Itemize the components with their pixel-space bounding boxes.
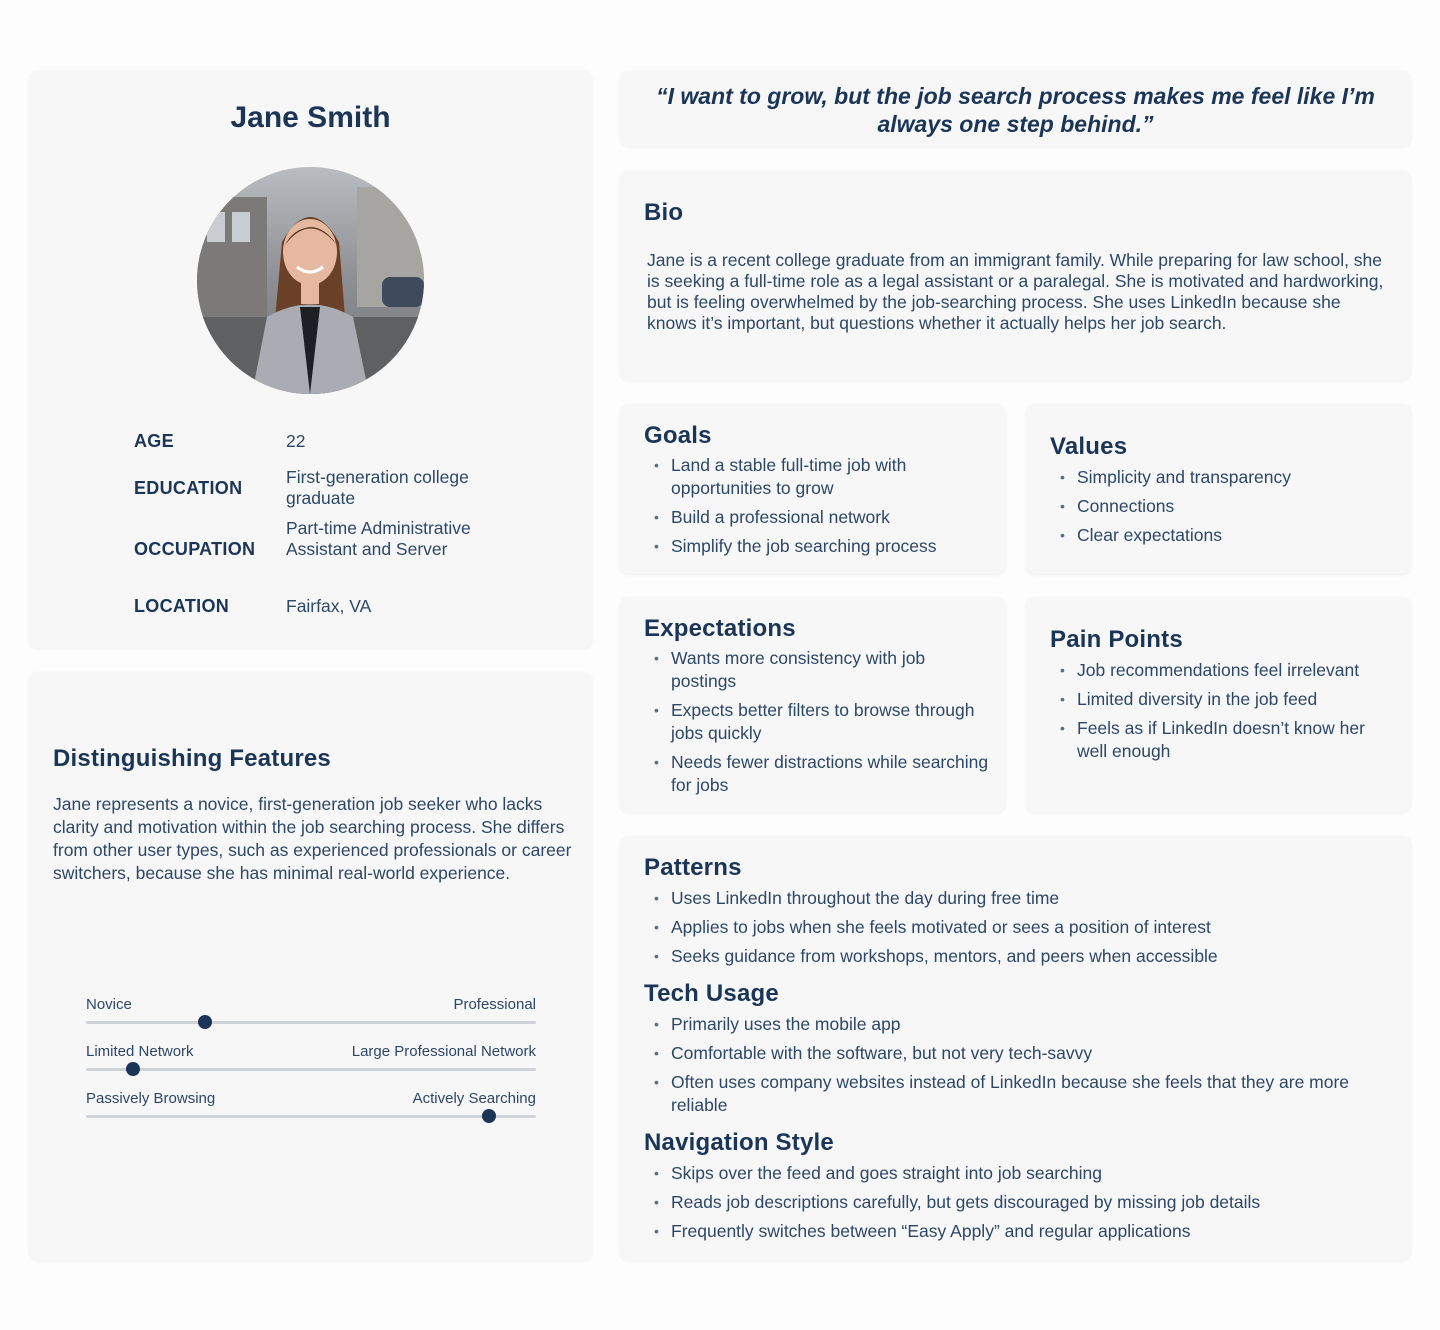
list-item: • Simplify the job searching process (644, 535, 989, 558)
quote-card (620, 71, 1411, 146)
values-card (1026, 404, 1411, 574)
slider-network-max-label: Large Professional Network (351, 1043, 536, 1060)
bio-text: Jane is a recent college graduate from an immigrant family. While preparing for law school, she is seeking a full-time role as a legal assistant or a paralegal. She is motivated and hardworking, but is feeling overwhelmed by the job-searching process. She uses LinkedIn because she knows it’s important, but questions whether it actually helps her job search. (647, 250, 1384, 333)
list-item: • Comfortable with the software, but not very tech-savvy (644, 1042, 1374, 1065)
list-item: • Clear expectations (1050, 524, 1395, 547)
slider-track (86, 1115, 536, 1118)
list-item: • Wants more consistency with job postings (644, 647, 989, 693)
list-item: • Primarily uses the mobile app (644, 1013, 1374, 1036)
bio-card (620, 171, 1411, 380)
pain-points-title: Pain Points (1050, 626, 1183, 653)
location-label: LOCATION (134, 596, 230, 616)
slider-track (86, 1068, 536, 1071)
patterns-title: Patterns (644, 854, 742, 881)
tech-usage-section (644, 980, 1374, 1123)
list-item: • Expects better filters to browse through jobs quickly (644, 699, 989, 745)
slider-experience-min-label: Novice (86, 996, 132, 1013)
list-item: • Connections (1050, 495, 1395, 518)
location-value: Fairfax, VA (286, 596, 372, 616)
goals-title: Goals (644, 422, 712, 449)
distinguishing-features-title: Distinguishing Features (53, 745, 331, 772)
list-item: • Land a stable full-time job with opportunities to grow (644, 454, 989, 500)
slider-search-max-label: Actively Searching (412, 1090, 536, 1107)
slider-knob (126, 1062, 140, 1076)
patterns-section (644, 854, 1374, 974)
navigation-style-section (644, 1129, 1374, 1249)
patterns-list (644, 887, 1374, 968)
education-label: EDUCATION (134, 478, 243, 498)
list-item: • Seeks guidance from workshops, mentors, and peers when accessible (644, 945, 1374, 968)
occupation-value: Part-time Administrative Assistant and Server (286, 518, 471, 559)
persona-photo (197, 167, 424, 394)
goals-list (644, 454, 989, 564)
list-item: • Build a professional network (644, 506, 989, 529)
expectations-card (620, 597, 1005, 812)
profile-card (29, 71, 592, 648)
list-item: • Applies to jobs when she feels motivated or sees a position of interest (644, 916, 1374, 939)
persona-quote: “I want to grow, but the job search process makes me feel like I’m always one step behind.” (656, 83, 1375, 137)
list-item: • Reads job descriptions carefully, but gets discouraged by missing job details (644, 1191, 1374, 1214)
age-value: 22 (286, 431, 306, 451)
list-item: • Needs fewer distractions while searching for jobs (644, 751, 989, 797)
slider-experience-max-label: Professional (453, 996, 536, 1013)
pain-points-list (1050, 659, 1395, 769)
list-item: • Job recommendations feel irrelevant (1050, 659, 1395, 682)
slider-knob (482, 1109, 496, 1123)
goals-card (620, 404, 1005, 574)
portrait-image (197, 167, 424, 394)
list-item: • Simplicity and transparency (1050, 466, 1395, 489)
slider-track (86, 1021, 536, 1024)
slider-network-min-label: Limited Network (86, 1043, 194, 1060)
list-item: • Often uses company websites instead of LinkedIn because she feels that they are more reliable (644, 1071, 1374, 1117)
occupation-label: OCCUPATION (134, 539, 256, 559)
values-list (1050, 466, 1395, 553)
distinguishing-features-card (29, 672, 592, 1260)
persona-name: Jane Smith (230, 101, 391, 134)
slider-search-min-label: Passively Browsing (86, 1090, 216, 1107)
tech-usage-title: Tech Usage (644, 980, 779, 1007)
list-item: • Frequently switches between “Easy Apply” and regular applications (644, 1220, 1374, 1243)
navigation-style-title: Navigation Style (644, 1129, 834, 1156)
bio-title: Bio (644, 199, 684, 226)
list-item: • Feels as if LinkedIn doesn’t know her well enough (1050, 717, 1395, 763)
tech-usage-list (644, 1013, 1374, 1117)
age-label: AGE (134, 431, 174, 451)
behavior-card (620, 836, 1411, 1260)
expectations-title: Expectations (644, 615, 796, 642)
list-item: • Skips over the feed and goes straight into job searching (644, 1162, 1374, 1185)
values-title: Values (1050, 433, 1128, 460)
slider-knob (198, 1015, 212, 1029)
expectations-list (644, 647, 989, 803)
navigation-style-list (644, 1162, 1374, 1243)
list-item: • Uses LinkedIn throughout the day during free time (644, 887, 1374, 910)
pain-points-card (1026, 597, 1411, 812)
education-value: First-generation college graduate (286, 467, 469, 508)
list-item: • Limited diversity in the job feed (1050, 688, 1395, 711)
distinguishing-features-text: Jane represents a novice, first-generation job seeker who lacks clarity and motivation within the job searching process. She differs from other user types, such as experienced professionals or career switchers, because she has minimal real-world experience. (53, 794, 572, 883)
